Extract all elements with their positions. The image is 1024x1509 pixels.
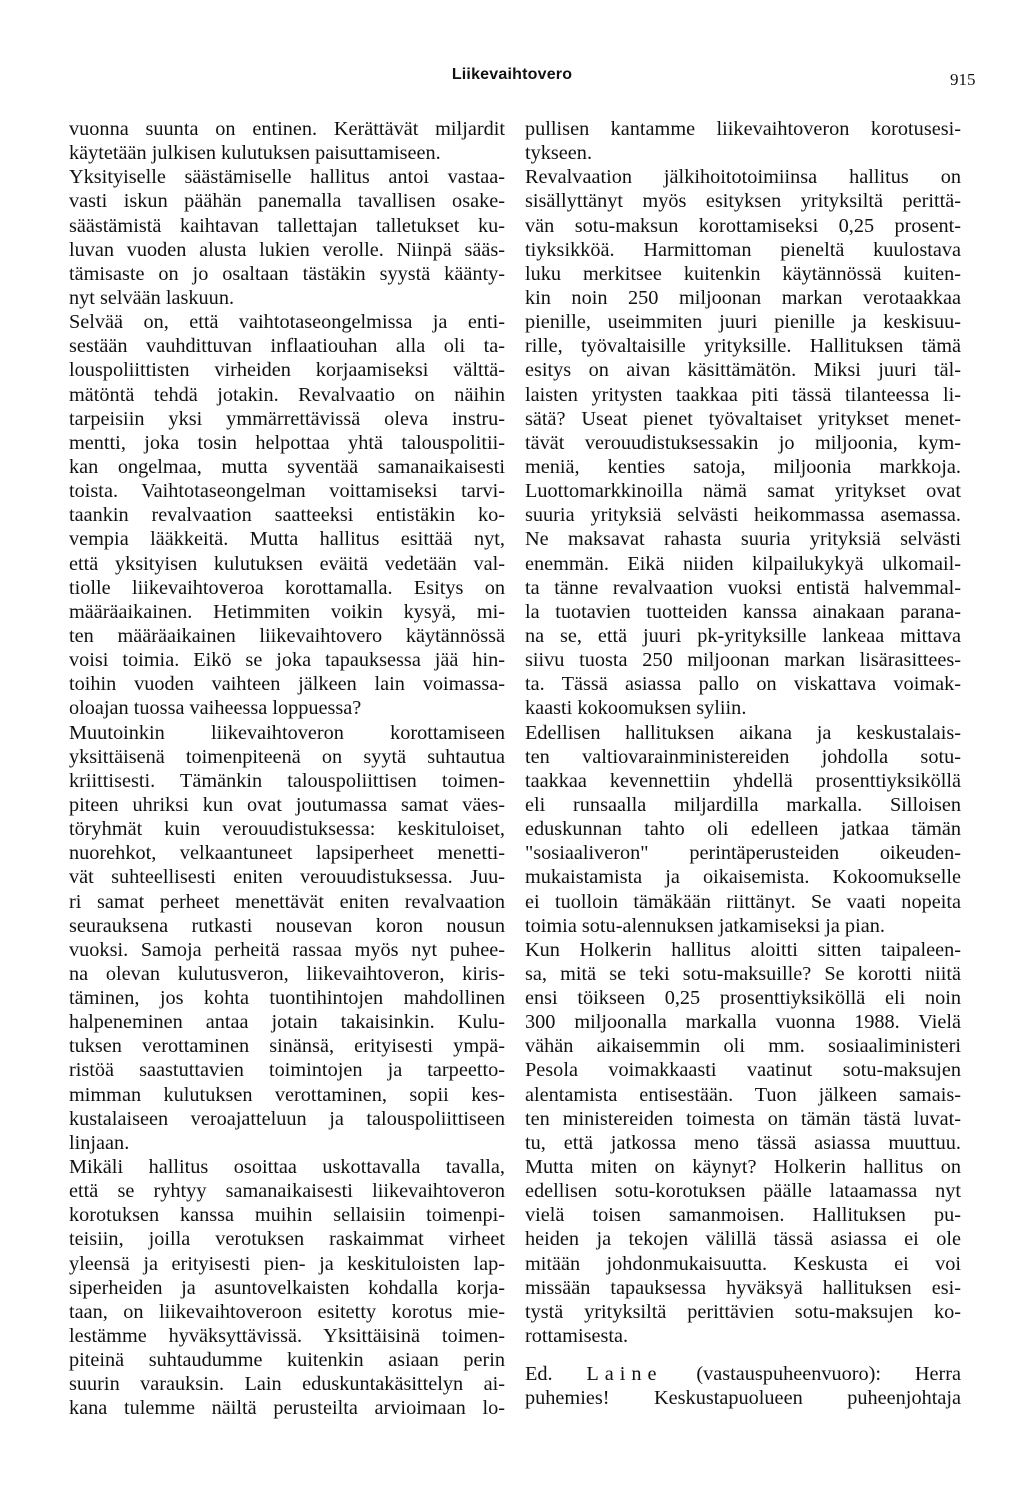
text-line: tarpeisiin yksi ymmärrettävissä oleva instru- bbox=[69, 407, 505, 430]
text-line: lestämme hyväksyttävissä. Yksittäisinä toimen- bbox=[69, 1325, 505, 1348]
text-line: töryhmät kuin verouudistuksessa: keskituloiset, bbox=[69, 818, 505, 841]
text-line: vempia lääkkeitä. Mutta hallitus esittää nyt, bbox=[69, 528, 505, 551]
text-line: yleensä ja erityisesti pien- ja keskituloisten lap- bbox=[69, 1252, 505, 1275]
text-line: sisällyttänyt myös esityksen yrityksiltä perittä- bbox=[525, 190, 961, 213]
text-line: taankin revalvaation saatteeksi entistäkin ko- bbox=[69, 504, 505, 527]
text-line: missään tapauksessa hyväksyä hallituksen esi- bbox=[525, 1276, 961, 1299]
text-line: enemmän. Eikä niiden kilpailukykyä ulkomail- bbox=[525, 552, 961, 575]
text-line: ta tänne revalvaation vuoksi entistä halvemmal- bbox=[525, 576, 961, 599]
text-line: ri samat perheet menettävät eniten revalvaation bbox=[69, 890, 505, 913]
text-line: luvan vuoden alusta lukien verolle. Niinpä sääs- bbox=[69, 238, 505, 261]
paragraph-gap bbox=[525, 1348, 961, 1362]
text-line: tiyksikköä. Harmittoman pieneltä kuulostava bbox=[525, 238, 961, 261]
text-line: louspoliittisten virheiden korjaamiseksi välttä- bbox=[69, 359, 505, 382]
running-header-title: Liikevaihtovero bbox=[451, 66, 573, 83]
text-line: määräaikainen. Hetimmiten voikin kysyä, mi- bbox=[69, 600, 505, 623]
speaker-intro-rest: (vastauspuheenvuoro): Herra bbox=[662, 1363, 962, 1386]
text-line: kustalaiseen veroajatteluun ja talouspoliittiseen bbox=[69, 1107, 505, 1130]
text-line: eli runsaalla miljardilla markalla. Silloisen bbox=[525, 793, 961, 816]
text-line: taakkaa kevennettiin yhdellä prosenttiyksiköllä bbox=[525, 769, 961, 792]
text-line: na se, että juuri pk-yrityksille lankeaa mittava bbox=[525, 624, 961, 647]
text-line: tämisaste on jo osaltaan tästäkin syystä käänty- bbox=[69, 262, 505, 285]
text-line: Mikäli hallitus osoittaa uskottavalla tavalla, bbox=[69, 1156, 505, 1179]
text-line: tystä yrityksiltä perittävien sotu-maksujen ko- bbox=[525, 1300, 961, 1323]
left-text-column bbox=[69, 117, 505, 1421]
text-line: sestään vauhdittuvan inflaatiouhan alla oli ta- bbox=[69, 335, 505, 358]
text-line: alentamista entisestään. Tuon jälkeen samais- bbox=[525, 1083, 961, 1106]
text-line: ten ministereiden toimesta on tämän tästä luvat- bbox=[525, 1107, 961, 1130]
page-number: 915 bbox=[950, 70, 976, 89]
text-line: tävät verouudistuksessakin jo miljoonia, kym- bbox=[525, 431, 961, 454]
text-line: suuria yrityksiä selvästi heikommassa asemassa. bbox=[525, 504, 961, 527]
text-line: Mutta miten on käynyt? Holkerin hallitus on bbox=[525, 1156, 961, 1179]
text-line: vuoksi. Samoja perheitä rassaa myös nyt puhee- bbox=[69, 938, 505, 961]
text-line: voisi toimia. Eikö se joka tapauksessa jää hin- bbox=[69, 649, 505, 672]
text-line: heiden ja tekojen välillä tässä asiassa ei ole bbox=[525, 1228, 961, 1251]
text-line: että se ryhtyy samanaikaisesti liikevaihtoveron bbox=[69, 1180, 505, 1203]
text-line: kriittisesti. Tämänkin talouspoliittisen toimen- bbox=[69, 769, 505, 792]
text-line: toista. Vaihtotaseongelman voittamiseksi tarvi- bbox=[69, 480, 505, 503]
text-line: Muutoinkin liikevaihtoveron korottamiseen bbox=[69, 721, 505, 744]
text-line: teisiin, joilla verotuksen raskaimmat virheet bbox=[69, 1228, 505, 1251]
text-line: siivu tuosta 250 miljoonan markan lisärasittees- bbox=[525, 649, 961, 672]
text-line: vuonna suunta on entinen. Kerättävät miljardit bbox=[69, 118, 505, 140]
text-line: ristöä saastuttavien toimintojen ja tarpeetto- bbox=[69, 1059, 505, 1082]
text-line: Pesola voimakkaasti vaatinut sotu-maksujen bbox=[525, 1059, 961, 1082]
text-line: tiolle liikevaihtoveroa korottamalla. Esitys on bbox=[69, 576, 505, 599]
right-text-column bbox=[525, 117, 961, 1410]
text-line: mitään johdonmukaisuutta. Keskusta ei voi bbox=[525, 1252, 961, 1275]
speaker-prefix: Ed. bbox=[525, 1363, 587, 1386]
text-line: Luottomarkkinoilla nämä samat yritykset ovat bbox=[525, 480, 961, 503]
text-line: mätöntä tehdä jotakin. Revalvaatio on näihin bbox=[69, 383, 505, 406]
text-line: oloajan tuossa vaiheessa loppuessa? bbox=[69, 697, 362, 720]
text-line: täminen, jos kohta tuontihintojen mahdollinen bbox=[69, 987, 505, 1010]
text-line: säästämistä kaihtavan tallettajan talletukset ku- bbox=[69, 214, 505, 237]
text-line: rille, työvaltaisille yrityksille. Hallituksen tämä bbox=[525, 335, 961, 358]
text-line: luku merkitsee kuitenkin käytännössä kuiten- bbox=[525, 262, 961, 285]
text-line: piteen uhriksi kun ovat joutumassa samat väes- bbox=[69, 793, 505, 816]
text-line: Kun Holkerin hallitus aloitti sitten taipaleen- bbox=[525, 938, 961, 961]
speaker-name: Laine bbox=[586, 1363, 663, 1386]
text-line: Ne maksavat rahasta suuria yrityksiä selvästi bbox=[525, 528, 961, 551]
text-line: 300 miljoonalla markalla vuonna 1988. Vielä bbox=[525, 1011, 961, 1034]
text-line: yksittäisenä toimenpiteenä on syytä suhtautua bbox=[69, 745, 505, 768]
text-line: että yksityisen kulutuksen eväitä vedetään val- bbox=[69, 552, 505, 575]
text-line: kin noin 250 miljoonan markan verotaakkaa bbox=[525, 286, 961, 309]
text-line: nyt selvään laskuun. bbox=[69, 286, 235, 309]
text-line: mentti, joka tosin helpottaa yhtä talouspolitii- bbox=[69, 431, 505, 454]
text-line: seurauksena rutkasti nousevan koron nousun bbox=[69, 914, 505, 937]
text-line: sätä? Useat pienet työvaltaiset yritykset menet- bbox=[525, 407, 961, 430]
text-line: pienille, useimmiten juuri pienille ja keskisuu- bbox=[525, 311, 961, 334]
text-line: tykseen. bbox=[525, 142, 593, 165]
text-line: kan ongelmaa, mutta syventää samanaikaisesti bbox=[69, 455, 505, 478]
text-line: la tuotavien tuotteiden kanssa ainakaan parana- bbox=[525, 600, 961, 623]
text-line: tuksen verottaminen sinänsä, erityisesti ympä- bbox=[69, 1035, 505, 1058]
text-line: vähän aikaisemmin oli mm. sosiaaliministeri bbox=[525, 1035, 961, 1058]
text-line: käytetään julkisen kulutuksen paisuttamiseen. bbox=[69, 142, 441, 165]
text-line: Edellisen hallituksen aikana ja keskustalais- bbox=[525, 721, 961, 744]
text-line: ei tuolloin tämäkään riittänyt. Se vaati nopeita bbox=[525, 890, 961, 913]
text-line: piteinä suhtaudumme kuitenkin asiaan perin bbox=[69, 1349, 505, 1372]
text-line: toihin vuoden vaihteen jälkeen lain voimassa- bbox=[69, 673, 505, 696]
text-line: vät suhteellisesti eniten verouudistuksessa. Juu- bbox=[69, 866, 505, 889]
text-line: korotuksen kanssa muihin sellaisiin toimenpi- bbox=[69, 1204, 505, 1227]
text-line: halpeneminen antaa jotain takaisinkin. Kulu- bbox=[69, 1011, 505, 1034]
text-line: siperheiden ja asuntovelkaisten kohdalla korja- bbox=[69, 1276, 505, 1299]
text-line: vän sotu-maksun korottamiseksi 0,25 prosent- bbox=[525, 214, 961, 237]
right-column-body bbox=[525, 117, 961, 1348]
text-line: ta. Tässä asiassa pallo on viskattava voimak- bbox=[525, 673, 961, 696]
text-line: suurin varauksin. Lain eduskuntakäsittelyn ai- bbox=[69, 1373, 505, 1396]
text-line: meniä, kenties satoja, miljoonia markkoja. bbox=[525, 455, 961, 478]
text-line: eduskunnan tahto oli edelleen jatkaa tämän bbox=[525, 818, 961, 841]
text-line: nuorehkot, velkaantuneet lapsiperheet menetti- bbox=[69, 842, 505, 865]
text-line: kaasti kokoomuksen syliin. bbox=[525, 697, 747, 720]
text-line: mimman kulutuksen verottaminen, sopii kes- bbox=[69, 1083, 505, 1106]
text-line: kana tulemme näiltä perusteilta arvioimaan lo- bbox=[69, 1397, 505, 1420]
text-line: toimia sotu-alennuksen jatkamiseksi ja pian. bbox=[525, 914, 885, 937]
text-line: ten määräaikainen liikevaihtovero käytännössä bbox=[69, 624, 505, 647]
text-line: rottamisesta. bbox=[525, 1325, 629, 1348]
speaker-intro-line-2: puhemies! Keskustapuolueen puheenjohtaja bbox=[525, 1387, 961, 1410]
text-line: linjaan. bbox=[69, 1131, 130, 1154]
text-line: ensi töikseen 0,25 prosenttiyksiköllä eli noin bbox=[525, 987, 961, 1010]
text-line: na olevan kulutusveron, liikevaihtoveron, kiris- bbox=[69, 962, 505, 985]
text-line: pullisen kantamme liikevaihtoveron korotusesi- bbox=[525, 118, 961, 140]
text-line: "sosiaaliveron" perintäperusteiden oikeuden- bbox=[525, 842, 961, 865]
text-line: sa, mitä se teki sotu-maksuille? Se korotti niitä bbox=[525, 962, 961, 985]
text-line: Selvää on, että vaihtotaseongelmissa ja enti- bbox=[69, 311, 505, 334]
text-line: tu, että jatkossa meno tässä asiassa muuttuu. bbox=[525, 1131, 961, 1154]
speaker-intro-line-1 bbox=[525, 1362, 961, 1386]
text-line: Yksityiselle säästämiselle hallitus antoi vastaa- bbox=[69, 166, 505, 189]
text-line: ten valtiovarainministereiden johdolla sotu- bbox=[525, 745, 961, 768]
text-line: vielä toisen samanmoisen. Hallituksen pu- bbox=[525, 1204, 961, 1227]
text-line: Revalvaation jälkihoitotoimiinsa hallitus on bbox=[525, 166, 961, 189]
text-line: laisten yritysten taakkaa piti tässä tilanteessa li- bbox=[525, 383, 961, 406]
text-line: edellisen sotu-korotuksen päälle lataamassa nyt bbox=[525, 1180, 961, 1203]
text-line: vasti iskun päähän panemalla tavallisen osake- bbox=[69, 190, 505, 213]
text-line: mukaistamista ja oikaisemista. Kokoomukselle bbox=[525, 866, 961, 889]
text-line: taan, on liikevaihtoveroon esitetty korotus mie- bbox=[69, 1300, 505, 1323]
text-line: esitys on aivan käsittämätön. Miksi juuri täl- bbox=[525, 359, 961, 382]
